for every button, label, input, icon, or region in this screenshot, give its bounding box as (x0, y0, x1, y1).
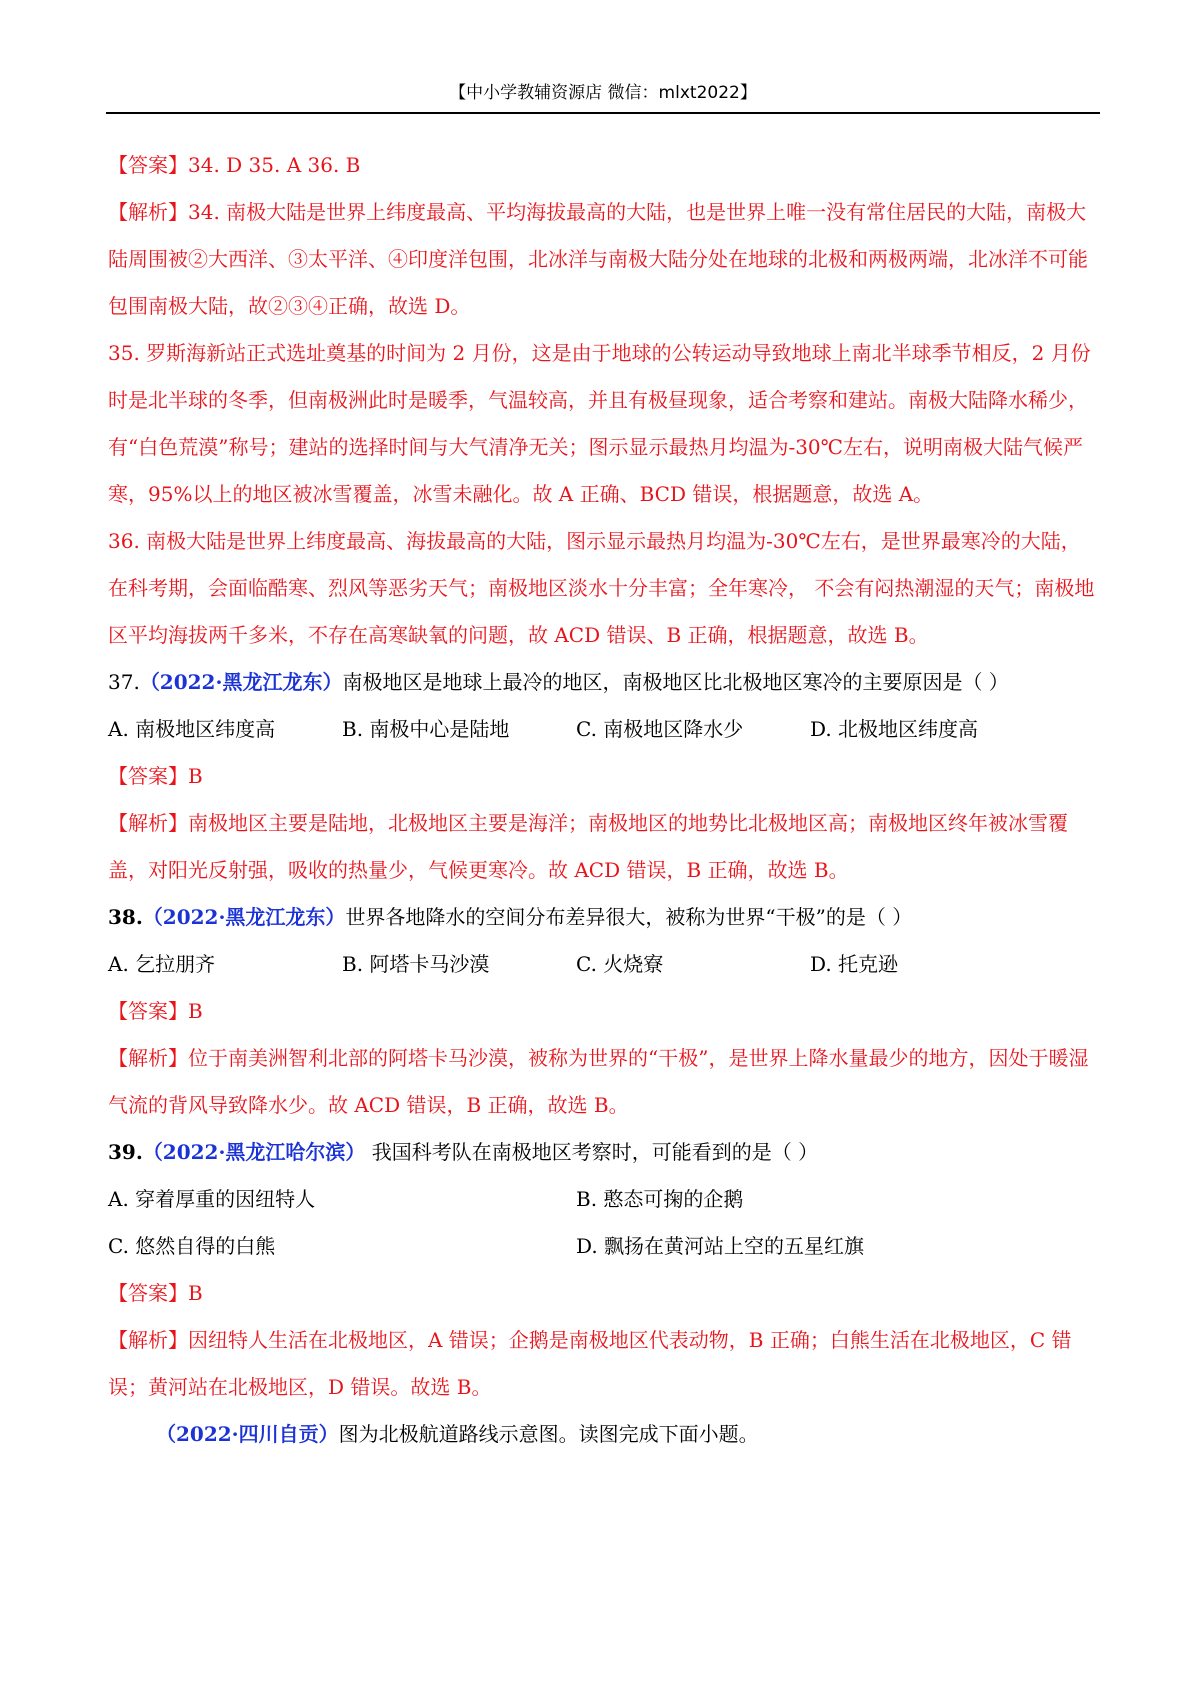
question-source: （2022·黑龙江龙东） (139, 670, 343, 694)
answer-34-36: 【答案】34. D 35. A 36. B (108, 153, 361, 177)
analysis-34: 【解析】34. 南极大陆是世界上纬度最高、平均海拔最高的大陆，也是世界上唯一没有常住居民的大陆，南极大陆周围被②大西洋、③太平洋、④印度洋包围，北冰洋与南极大陆分处在地球的北极和两极两端，北冰洋不可能包围南极大陆，故②③④正确，故选 D。 (108, 200, 1088, 318)
answer-38: 【答案】B (108, 999, 203, 1023)
question-number: 39. (108, 1140, 143, 1164)
options-38 (108, 941, 1100, 988)
option-d: D. 托克逊 (810, 952, 899, 976)
option-a: A. 乞拉朋齐 (108, 952, 216, 976)
question-source: （2022·黑龙江龙东） (142, 905, 346, 929)
question-stem: 世界各地降水的空间分布差异很大，被称为世界“干极”的是（ ） (345, 905, 913, 929)
question-stem: 我国科考队在南极地区考察时，可能看到的是（ ） (365, 1140, 819, 1164)
question-source: （2022·黑龙江哈尔滨） (142, 1140, 366, 1164)
option-b: B. 阿塔卡马沙漠 (342, 952, 490, 976)
options-37 (108, 706, 1100, 753)
analysis-36: 36. 南极大陆是世界上纬度最高、海拔最高的大陆，图示显示最热月均温为-30℃左右，是世界最寒冷的大陆，在科考期，会面临酷寒、烈风等恶劣天气；南极地区淡水十分丰富；全年寒冷， 不会有闷热潮湿的天气；南极地区平均海拔两千多米，不存在高寒缺氧的问题，故 ACD 错误、B 正确，根据题意，故选 B。 (108, 529, 1095, 647)
question-38 (108, 894, 1100, 941)
question-stem: 南极地区是地球上最冷的地区，南极地区比北极地区寒冷的主要原因是（ ） (342, 670, 1009, 694)
option-c: C. 火烧寮 (576, 952, 664, 976)
option-b: B. 南极中心是陆地 (342, 717, 510, 741)
question-39 (108, 1129, 1100, 1176)
answer-39: 【答案】B (108, 1281, 203, 1305)
analysis-38: 【解析】位于南美洲智利北部的阿塔卡马沙漠，被称为世界的“干极”，是世界上降水量最少的地方，因处于暖湿气流的背风导致降水少。故 ACD 错误，B 正确，故选 B。 (108, 1046, 1089, 1117)
options-39-row2 (108, 1223, 1100, 1270)
document-body (108, 142, 1100, 1458)
analysis-35: 35. 罗斯海新站正式选址奠基的时间为 2 月份，这是由于地球的公转运动导致地球上南北半球季节相反，2 月份时是北半球的冬季，但南极洲此时是暖季，气温较高，并且有极昼现象，适合考察和建站。南极大陆降水稀少，有“白色荒漠”称号；建站的选择时间与大气清净无关；图示显示最热月均温为-30℃左右，说明南极大陆气候严寒，95%以上的地区被冰雪覆盖，冰雪未融化。故 A 正确、BCD 错误，根据题意，故选 A。 (108, 341, 1091, 506)
analysis-37: 【解析】南极地区主要是陆地，北极地区主要是海洋；南极地区的地势比北极地区高；南极地区终年被冰雪覆盖，对阳光反射强，吸收的热量少，气候更寒冷。故 ACD 错误，B 正确，故选 B。 (108, 811, 1068, 882)
figure-intro (108, 1411, 1100, 1458)
option-c: C. 悠然自得的白熊 (108, 1234, 276, 1258)
option-c: C. 南极地区降水少 (576, 717, 744, 741)
analysis-39: 【解析】因纽特人生活在北极地区，A 错误；企鹅是南极地区代表动物，B 正确；白熊生活在北极地区，C 错误；黄河站在北极地区，D 错误。故选 B。 (108, 1328, 1072, 1399)
page-header: 【中小学教辅资源店 微信：mlxt2022】 (106, 82, 1100, 114)
question-number: 37. (108, 670, 140, 694)
answer-37: 【答案】B (108, 764, 203, 788)
option-d: D. 北极地区纬度高 (810, 717, 979, 741)
option-a: A. 穿着厚重的因纽特人 (108, 1187, 316, 1211)
question-37 (108, 659, 1100, 706)
question-number: 38. (108, 905, 143, 929)
options-39-row1 (108, 1176, 1100, 1223)
option-a: A. 南极地区纬度高 (108, 717, 276, 741)
option-b: B. 憨态可掬的企鹅 (576, 1187, 744, 1211)
intro-source: （2022·四川自贡） (156, 1422, 339, 1446)
option-d: D. 飘扬在黄河站上空的五星红旗 (576, 1234, 865, 1258)
intro-text: 图为北极航道路线示意图。读图完成下面小题。 (338, 1422, 759, 1446)
